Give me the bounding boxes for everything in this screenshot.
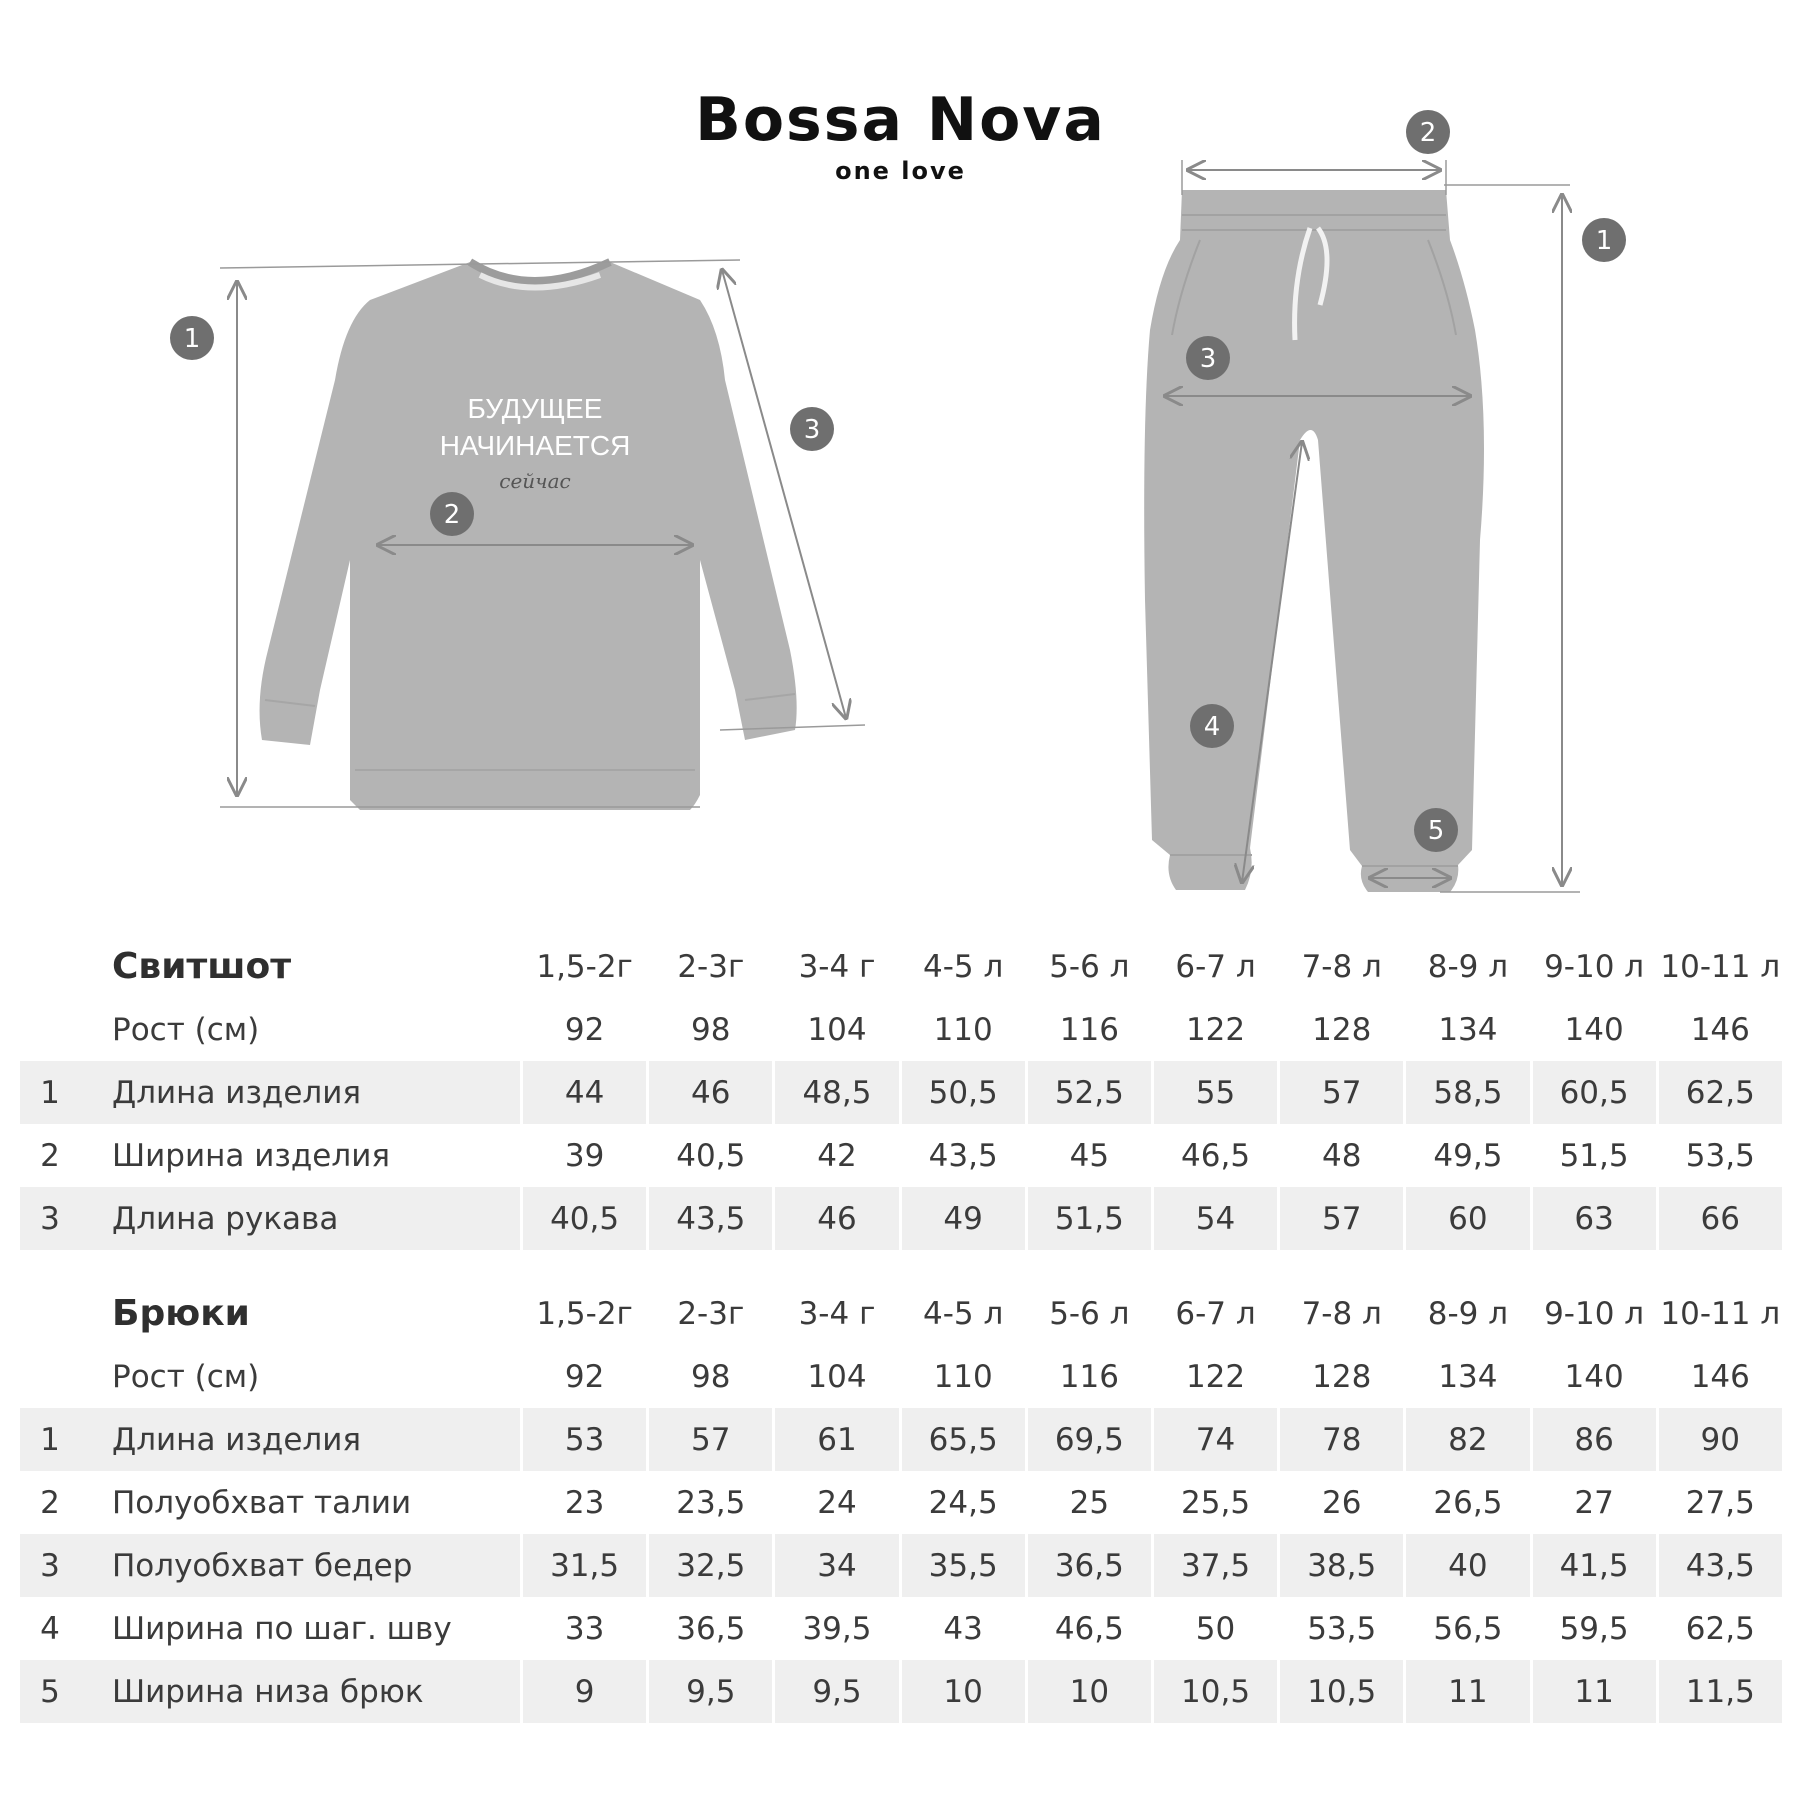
- height-value: 134: [1403, 998, 1529, 1061]
- table-cell: 33: [520, 1597, 646, 1660]
- size-header: 3-4 г: [772, 1282, 898, 1345]
- table-cell: 46: [646, 1061, 772, 1124]
- height-value: 110: [899, 1345, 1025, 1408]
- table-cell: 51,5: [1025, 1187, 1151, 1250]
- table-cell: 43,5: [1656, 1534, 1782, 1597]
- table-cell: 26,5: [1403, 1471, 1529, 1534]
- print-line-1: БУДУЩЕЕ: [467, 393, 603, 424]
- table-cell: 9,5: [772, 1660, 898, 1723]
- height-value: 122: [1151, 998, 1277, 1061]
- table-cell: 50,5: [899, 1061, 1025, 1124]
- pants-title: Брюки: [112, 1293, 250, 1334]
- sweatshirt-body: [260, 262, 797, 810]
- table-cell: 53,5: [1656, 1124, 1782, 1187]
- size-header: 7-8 л: [1277, 935, 1403, 998]
- brand-subtitle: one love: [835, 157, 966, 185]
- svg-text:3: 3: [1199, 344, 1217, 374]
- table-cell: 45: [1025, 1124, 1151, 1187]
- svg-text:1: 1: [1595, 226, 1613, 256]
- table-cell: 86: [1530, 1408, 1656, 1471]
- table-cell: 46,5: [1151, 1124, 1277, 1187]
- table-cell: 41,5: [1530, 1534, 1656, 1597]
- badge-1-sweatshirt: [170, 316, 214, 360]
- size-header: 5-6 л: [1025, 935, 1151, 998]
- svg-text:5: 5: [1427, 816, 1445, 846]
- badge-1-pants: [1582, 218, 1626, 262]
- height-value: 92: [520, 1345, 646, 1408]
- height-value: 146: [1656, 1345, 1782, 1408]
- table-cell: 36,5: [646, 1597, 772, 1660]
- svg-text:4: 4: [1203, 712, 1221, 742]
- table-cell: 34: [772, 1534, 898, 1597]
- table-cell: 35,5: [899, 1534, 1025, 1597]
- table-cell: 27: [1530, 1471, 1656, 1534]
- table-cell: 40,5: [646, 1124, 772, 1187]
- badge-4-pants: [1190, 704, 1234, 748]
- table-cell: 37,5: [1151, 1534, 1277, 1597]
- sweatshirt-height-row: [20, 998, 1782, 1061]
- height-value: 134: [1403, 1345, 1529, 1408]
- size-header: 10-11 л: [1656, 1282, 1782, 1345]
- table-cell: 49,5: [1403, 1124, 1529, 1187]
- table-cell: 11,5: [1656, 1660, 1782, 1723]
- table-cell: 52,5: [1025, 1061, 1151, 1124]
- table-cell: 59,5: [1530, 1597, 1656, 1660]
- badge-2-pants: [1406, 110, 1450, 154]
- table-cell: 38,5: [1277, 1534, 1403, 1597]
- table-cell: 46: [772, 1187, 898, 1250]
- row-number: 2: [40, 1137, 60, 1174]
- row-label: Длина рукава: [80, 1187, 520, 1250]
- sweatshirt-title: Свитшот: [112, 946, 292, 987]
- badge-2-sweatshirt: [430, 492, 474, 536]
- row-label: Длина изделия: [80, 1408, 520, 1471]
- size-header: 8-9 л: [1403, 935, 1529, 998]
- svg-text:2: 2: [1419, 118, 1437, 148]
- size-header: 2-3г: [646, 1282, 772, 1345]
- table-cell: 50: [1151, 1597, 1277, 1660]
- table-cell: 62,5: [1656, 1597, 1782, 1660]
- table-cell: 54: [1151, 1187, 1277, 1250]
- row-label: Ширина низа брюк: [80, 1660, 520, 1723]
- table-cell: 61: [772, 1408, 898, 1471]
- table-row: [20, 1124, 1782, 1187]
- size-header: 3-4 г: [772, 935, 898, 998]
- table-cell: 48,5: [772, 1061, 898, 1124]
- table-cell: 23: [520, 1471, 646, 1534]
- table-cell: 39,5: [772, 1597, 898, 1660]
- sweatshirt-header-row: [20, 935, 1782, 998]
- table-cell: 60,5: [1530, 1061, 1656, 1124]
- table-row: [20, 1660, 1782, 1723]
- size-header: 4-5 л: [899, 935, 1025, 998]
- size-header: 8-9 л: [1403, 1282, 1529, 1345]
- size-header: 10-11 л: [1656, 935, 1782, 998]
- table-cell: 57: [1277, 1061, 1403, 1124]
- row-number: 1: [20, 1408, 80, 1471]
- table-cell: 60: [1403, 1187, 1529, 1250]
- size-header: 9-10 л: [1530, 1282, 1656, 1345]
- table-cell: 27,5: [1656, 1471, 1782, 1534]
- table-row: [20, 1061, 1782, 1124]
- table-cell: 69,5: [1025, 1408, 1151, 1471]
- table-cell: 44: [520, 1061, 646, 1124]
- height-value: 128: [1277, 1345, 1403, 1408]
- svg-text:3: 3: [803, 415, 821, 445]
- table-cell: 63: [1530, 1187, 1656, 1250]
- table-cell: 66: [1656, 1187, 1782, 1250]
- size-header: 2-3г: [646, 935, 772, 998]
- row-label: Ширина по шаг. шву: [112, 1610, 452, 1647]
- table-cell: 43,5: [899, 1124, 1025, 1187]
- height-value: 122: [1151, 1345, 1277, 1408]
- pants-header-row: [20, 1282, 1782, 1345]
- table-cell: 39: [520, 1124, 646, 1187]
- badge-3-sweatshirt: [790, 407, 834, 451]
- size-header: 9-10 л: [1530, 935, 1656, 998]
- sweatshirt-illustration: [170, 260, 865, 810]
- table-cell: 65,5: [899, 1408, 1025, 1471]
- pants-size-table: [20, 1282, 1782, 1723]
- table-row: [20, 1534, 1782, 1597]
- table-cell: 43: [899, 1597, 1025, 1660]
- pants-height-row: [20, 1345, 1782, 1408]
- size-header: 6-7 л: [1151, 935, 1277, 998]
- pants-body: [1144, 190, 1484, 892]
- svg-text:2: 2: [443, 500, 461, 530]
- row-label: Ширина изделия: [112, 1137, 390, 1174]
- table-cell: 10,5: [1151, 1660, 1277, 1723]
- table-cell: 90: [1656, 1408, 1782, 1471]
- table-cell: 23,5: [646, 1471, 772, 1534]
- table-cell: 25: [1025, 1471, 1151, 1534]
- table-cell: 32,5: [646, 1534, 772, 1597]
- table-cell: 53: [520, 1408, 646, 1471]
- pants-illustration: [1144, 110, 1626, 892]
- table-cell: 57: [1277, 1187, 1403, 1250]
- height-value: 140: [1530, 1345, 1656, 1408]
- table-cell: 10,5: [1277, 1660, 1403, 1723]
- height-value: 140: [1530, 998, 1656, 1061]
- print-line-2: НАЧИНАЕТСЯ: [439, 430, 631, 461]
- height-value: 98: [646, 998, 772, 1061]
- height-value: 92: [520, 998, 646, 1061]
- sweatshirt-size-table: [20, 935, 1782, 1250]
- table-cell: 74: [1151, 1408, 1277, 1471]
- height-value: 98: [646, 1345, 772, 1408]
- table-cell: 62,5: [1656, 1061, 1782, 1124]
- table-cell: 11: [1403, 1660, 1529, 1723]
- table-cell: 49: [899, 1187, 1025, 1250]
- size-header: 5-6 л: [1025, 1282, 1151, 1345]
- table-cell: 26: [1277, 1471, 1403, 1534]
- row-number: 5: [20, 1660, 80, 1723]
- table-cell: 42: [772, 1124, 898, 1187]
- table-cell: 58,5: [1403, 1061, 1529, 1124]
- height-value: 104: [772, 1345, 898, 1408]
- height-value: 116: [1025, 998, 1151, 1061]
- badge-5-pants: [1414, 808, 1458, 852]
- table-cell: 43,5: [646, 1187, 772, 1250]
- table-row: [20, 1408, 1782, 1471]
- row-label: Длина изделия: [80, 1061, 520, 1124]
- height-value: 104: [772, 998, 898, 1061]
- table-cell: 53,5: [1277, 1597, 1403, 1660]
- table-cell: 24: [772, 1471, 898, 1534]
- svg-text:1: 1: [183, 324, 201, 354]
- size-header: 6-7 л: [1151, 1282, 1277, 1345]
- table-cell: 9,5: [646, 1660, 772, 1723]
- table-cell: 51,5: [1530, 1124, 1656, 1187]
- table-cell: 78: [1277, 1408, 1403, 1471]
- size-header: 7-8 л: [1277, 1282, 1403, 1345]
- row-number: 3: [20, 1534, 80, 1597]
- row-number: 3: [20, 1187, 80, 1250]
- table-cell: 10: [899, 1660, 1025, 1723]
- table-cell: 57: [646, 1408, 772, 1471]
- row-number: 1: [20, 1061, 80, 1124]
- table-cell: 25,5: [1151, 1471, 1277, 1534]
- table-cell: 82: [1403, 1408, 1529, 1471]
- row-label: Полуобхват бедер: [80, 1534, 520, 1597]
- table-cell: 40,5: [520, 1187, 646, 1250]
- print-script: сейчас: [499, 469, 571, 493]
- table-cell: 55: [1151, 1061, 1277, 1124]
- table-cell: 11: [1530, 1660, 1656, 1723]
- height-label: Рост (см): [112, 1358, 260, 1395]
- size-header: 1,5-2г: [520, 935, 646, 998]
- brand-title: Bossa Nova: [695, 85, 1106, 155]
- table-cell: 10: [1025, 1660, 1151, 1723]
- table-cell: 31,5: [520, 1534, 646, 1597]
- height-value: 110: [899, 998, 1025, 1061]
- table-cell: 40: [1403, 1534, 1529, 1597]
- table-cell: 36,5: [1025, 1534, 1151, 1597]
- row-number: 4: [40, 1610, 60, 1647]
- table-row: [20, 1597, 1782, 1660]
- row-number: 2: [40, 1484, 60, 1521]
- row-label: Полуобхват талии: [112, 1484, 412, 1521]
- table-row: [20, 1471, 1782, 1534]
- table-cell: 48: [1277, 1124, 1403, 1187]
- badge-3-pants: [1186, 336, 1230, 380]
- table-cell: 9: [520, 1660, 646, 1723]
- size-header: 4-5 л: [899, 1282, 1025, 1345]
- table-cell: 24,5: [899, 1471, 1025, 1534]
- height-value: 116: [1025, 1345, 1151, 1408]
- height-value: 128: [1277, 998, 1403, 1061]
- size-header: 1,5-2г: [520, 1282, 646, 1345]
- table-cell: 46,5: [1025, 1597, 1151, 1660]
- height-value: 146: [1656, 998, 1782, 1061]
- height-label: Рост (см): [112, 1011, 260, 1048]
- table-row: [20, 1187, 1782, 1250]
- table-cell: 56,5: [1403, 1597, 1529, 1660]
